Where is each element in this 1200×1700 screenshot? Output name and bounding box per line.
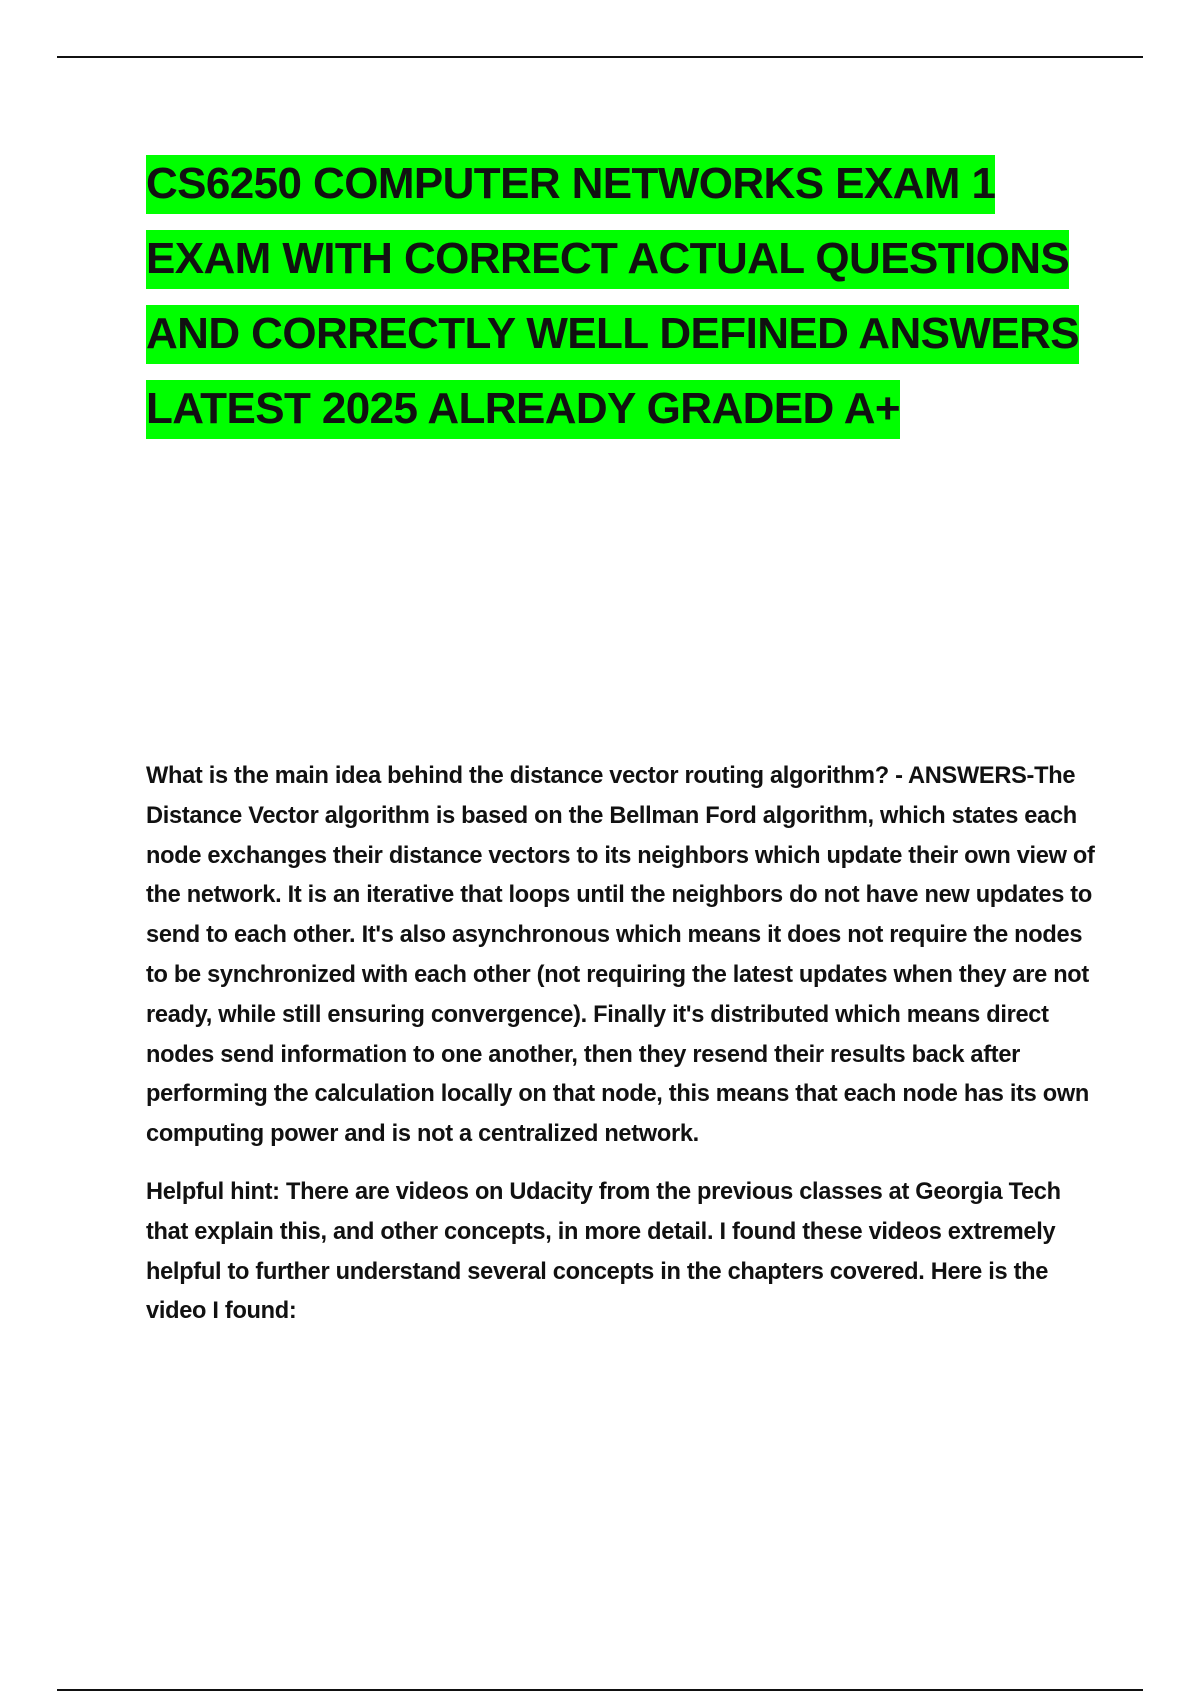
bottom-divider bbox=[57, 1689, 1143, 1691]
title-line: AND CORRECTLY WELL DEFINED ANSWERS bbox=[146, 296, 1086, 371]
title-line: LATEST 2025 ALREADY GRADED A+ bbox=[146, 371, 1086, 446]
title-line: CS6250 COMPUTER NETWORKS EXAM 1 bbox=[146, 146, 1086, 221]
document-body bbox=[146, 757, 1096, 1332]
title-line: EXAM WITH CORRECT ACTUAL QUESTIONS bbox=[146, 221, 1086, 296]
helpful-hint-paragraph: Helpful hint: There are videos on Udacity from the previous classes at Georgia Tech that explain this, and other concepts, in more detail. I found these videos extremely helpful to further understand several concepts in the chapters covered. Here is the video I found: bbox=[146, 1178, 1061, 1325]
document-title bbox=[146, 146, 1086, 446]
top-divider bbox=[57, 56, 1143, 58]
question-answer-paragraph: What is the main idea behind the distance vector routing algorithm? - ANSWERS-The Distance Vector algorithm is based on the Bellman Ford algorithm, which states each node exchanges their distance vectors to its neighbors which update their own view of the network. It is an iterative that loops until the neighbors do not have new updates to send to each other. It's also asynchronous which means it does not require the nodes to be synchronized with each other (not requiring the latest updates when they are not ready, while still ensuring convergence). Finally it's distributed which means direct nodes send information to one another, then they resend their results back after performing the calculation locally on that node, this means that each node has its own computing power and is not a centralized network. bbox=[146, 763, 1095, 1148]
